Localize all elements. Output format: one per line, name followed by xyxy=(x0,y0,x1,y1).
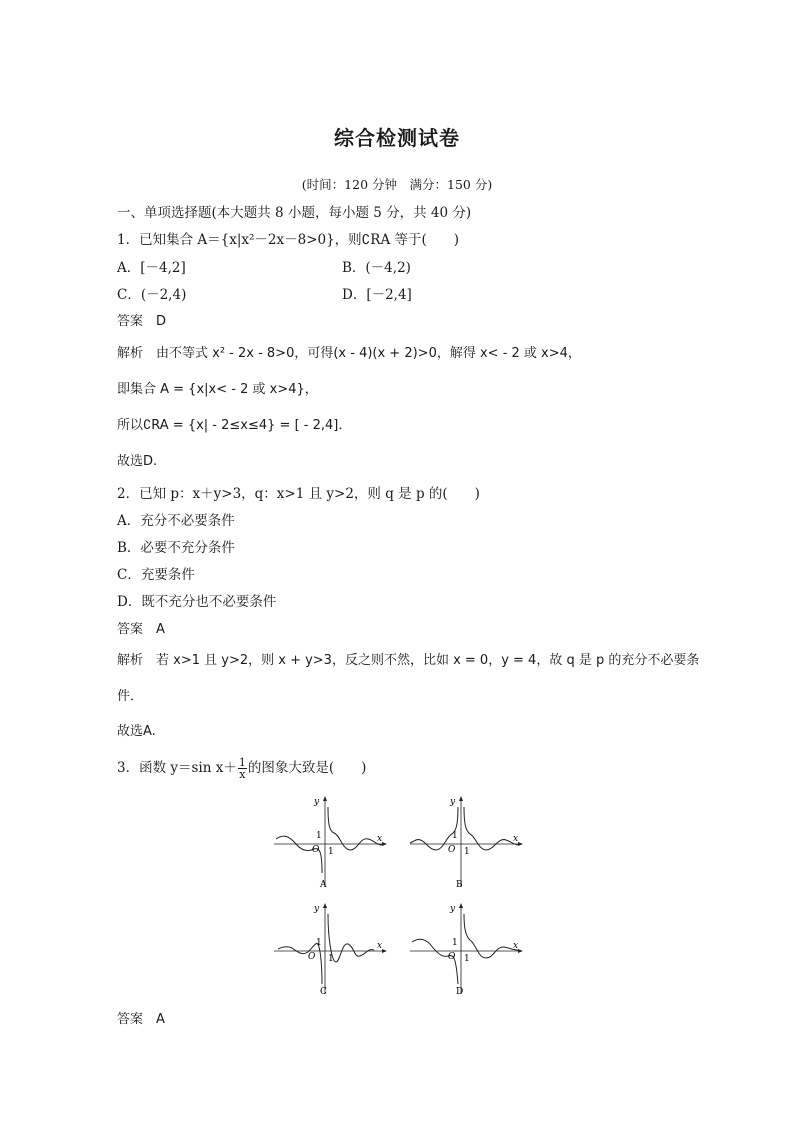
y-label: y xyxy=(314,797,320,807)
origin-label: O xyxy=(448,952,456,962)
graph-b xyxy=(406,793,526,893)
q3-stem-after: 的图象大致是( ) xyxy=(247,760,367,776)
q1-option-d: D．[－2,4] xyxy=(342,287,412,303)
q2-analysis-line: 解析 若 x>1 且 y>2，则 x + y>3，反之则不然，比如 x = 0，y = 4，故 q 是 p 的充分不必要条 xyxy=(117,653,700,668)
y-label: y xyxy=(450,797,456,807)
q2-analysis-line: 故选A. xyxy=(117,724,156,739)
x-label: x xyxy=(513,834,519,844)
curve-right xyxy=(328,914,374,962)
q1-answer: 答案 D xyxy=(117,314,167,329)
graph-label: A xyxy=(320,880,327,890)
q1-analysis-line: 解析 由不等式 x² - 2x - 8>0，可得(x - 4)(x + 2)>0，解得 x< - 2 或 x>4， xyxy=(117,346,581,361)
graph-c xyxy=(270,900,390,1000)
exam-info: (时间：120 分钟 满分：150 分) xyxy=(301,177,493,192)
x-tick-label: 1 xyxy=(464,847,470,857)
q3-stem xyxy=(117,756,366,780)
section-heading: 一、单项选择题(本大题共 8 小题，每小题 5 分，共 40 分) xyxy=(117,205,472,221)
y-axis-arrow xyxy=(459,903,463,908)
curve-left xyxy=(410,807,458,850)
graph-label: B xyxy=(456,880,463,890)
x-label: x xyxy=(377,834,383,844)
origin-label: O xyxy=(312,845,320,855)
q1-analysis-line: 故选D. xyxy=(117,454,158,469)
x-tick-label: 1 xyxy=(328,954,334,964)
origin-label: O xyxy=(448,845,456,855)
x-axis-arrow xyxy=(382,842,387,846)
q1-analysis-line: 即集合 A = {x|x< - 2 或 x>4}， xyxy=(117,382,318,397)
x-label: x xyxy=(377,941,383,951)
q1-option-a: A．[－4,2] xyxy=(117,260,186,276)
x-tick-label: 1 xyxy=(464,954,470,964)
q2-stem: 2．已知 p：x＋y>3，q：x>1 且 y>2，则 q 是 p 的( ) xyxy=(117,486,480,502)
q1-stem: 1．已知集合 A＝{x|x²－2x－8>0}，则∁RA 等于( ) xyxy=(117,232,460,248)
graph-label: D xyxy=(456,987,464,997)
curve-right xyxy=(464,807,519,850)
x-axis-arrow xyxy=(382,949,387,953)
curve-right xyxy=(328,807,382,850)
q3-answer: 答案 A xyxy=(117,1012,165,1027)
y-axis-arrow xyxy=(323,796,327,801)
x-tick-label: 1 xyxy=(328,847,334,857)
page-title: 综合检测试卷 xyxy=(334,126,460,150)
x-axis-arrow xyxy=(518,949,523,953)
curve-left xyxy=(278,943,322,984)
q2-analysis-line: 件． xyxy=(117,689,144,704)
q3-frac-den: x xyxy=(239,768,246,781)
q2-option-d: D．既不充分也不必要条件 xyxy=(117,594,277,610)
q1-option-c: C．(－2,4) xyxy=(117,287,187,303)
q3-fraction xyxy=(238,757,247,780)
graph-label: C xyxy=(320,987,327,997)
q2-answer: 答案 A xyxy=(117,622,165,637)
q2-option-c: C．充要条件 xyxy=(117,567,195,583)
q2-option-a: A．充分不必要条件 xyxy=(117,513,235,529)
q3-frac-num: 1 xyxy=(238,756,246,769)
y-tick-label: 1 xyxy=(452,831,458,841)
q1-analysis-line: 所以∁RA = {x| - 2≤x≤4} = [ - 2,4]． xyxy=(117,418,352,433)
y-label: y xyxy=(314,904,320,914)
y-axis-arrow xyxy=(459,796,463,801)
q2-option-b: B．必要不充分条件 xyxy=(117,540,235,556)
y-tick-label: 1 xyxy=(316,938,322,948)
curve-right xyxy=(464,914,518,958)
q1-option-b: B．(－4,2) xyxy=(342,260,411,276)
y-tick-label: 1 xyxy=(316,831,322,841)
y-axis-arrow xyxy=(323,903,327,908)
graph-a xyxy=(270,793,390,893)
x-label: x xyxy=(513,941,519,951)
origin-label: O xyxy=(308,952,316,962)
graph-d xyxy=(406,900,526,1000)
y-tick-label: 1 xyxy=(452,938,458,948)
y-label: y xyxy=(450,904,456,914)
q3-stem-before: 3．函数 y＝sin x＋ xyxy=(117,760,237,776)
